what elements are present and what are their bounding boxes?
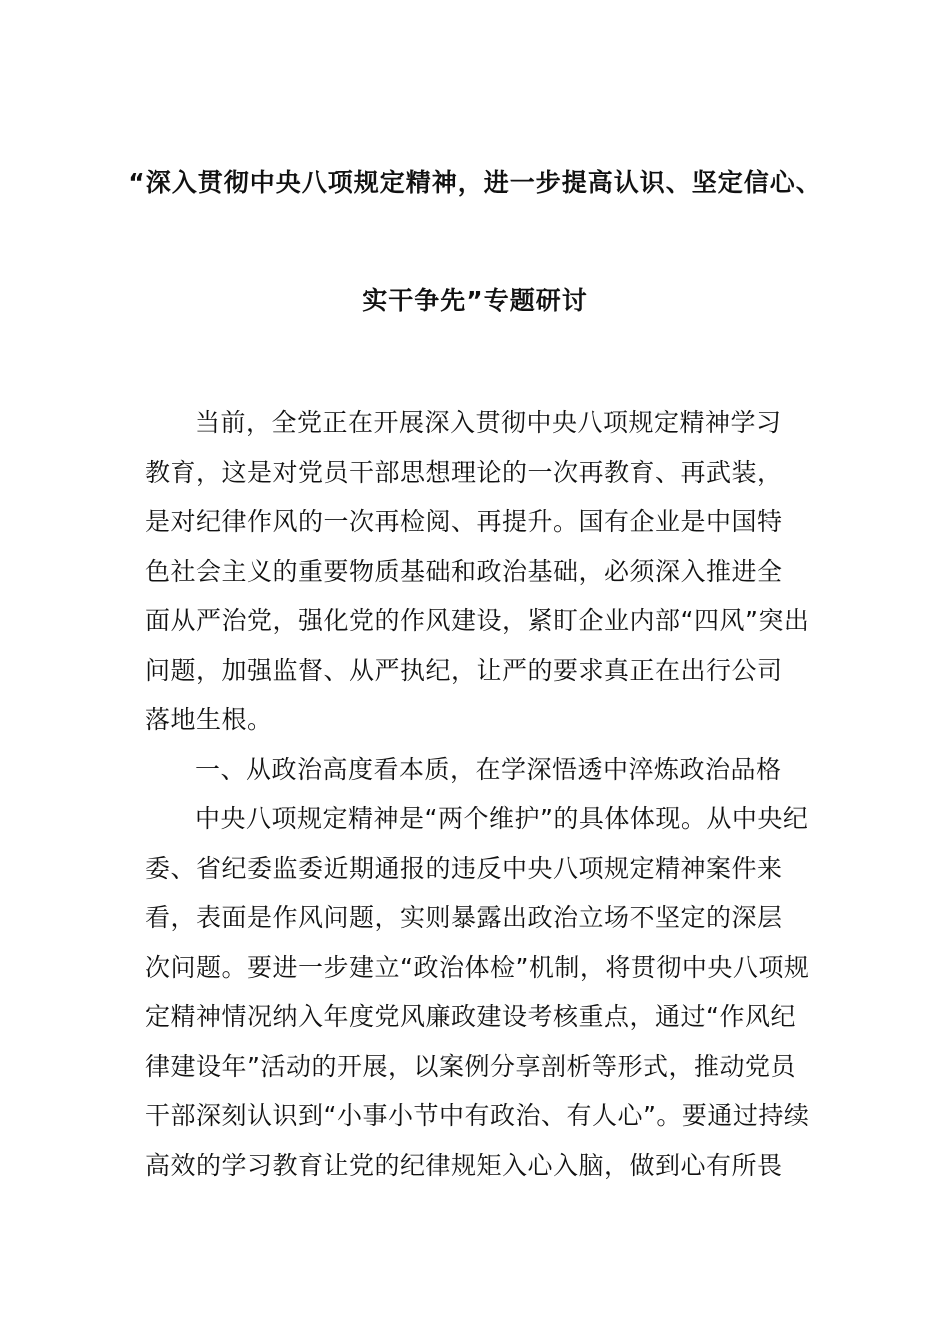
paragraph-2-line-5: 定精神情况纳入年度党风廉政建设考核重点，通过“作风纪 (145, 1002, 796, 1031)
document-title-line-2: 实干争先”专题研讨 (362, 286, 588, 315)
paragraph-2-line-7: 干部深刻认识到“小事小节中有政治、有人心”。要通过持续 (145, 1101, 810, 1130)
paragraph-2-line-2: 委、省纪委监委近期通报的违反中央八项规定精神案件来 (145, 853, 783, 883)
section-heading-1: 一、从政治高度看本质，在学深悟透中淬炼政治品格 (195, 754, 782, 784)
paragraph-2-line-8: 高效的学习教育让党的纪律规矩入心入脑，做到心有所畏 (145, 1150, 783, 1180)
paragraph-2-line-1: 中央八项规定精神是“两个维护”的具体体现。从中央纪 (195, 804, 809, 833)
paragraph-1-line-2: 教育，这是对党员干部思想理论的一次再教育、再武装， (145, 457, 783, 487)
document-title-line-1: “深入贯彻中央八项规定精神，进一步提高认识、坚定信心、 (128, 168, 822, 197)
paragraph-1-line-7: 落地生根。 (145, 705, 273, 734)
paragraph-2-line-3: 看，表面是作风问题，实则暴露出政治立场不坚定的深层 (145, 903, 783, 932)
paragraph-1-line-3: 是对纪律作风的一次再检阅、再提升。国有企业是中国特 (145, 507, 783, 536)
paragraph-1-line-6: 问题，加强监督、从严执纪，让严的要求真正在出行公司 (145, 655, 783, 685)
paragraph-1-line-4: 色社会主义的重要物质基础和政治基础，必须深入推进全 (145, 556, 783, 586)
paragraph-2-line-4: 次问题。要进一步建立“政治体检”机制，将贯彻中央八项规 (145, 952, 810, 982)
document-body (145, 398, 810, 1190)
paragraph-1-line-1: 当前，全党正在开展深入贯彻中央八项规定精神学习 (195, 408, 782, 437)
paragraph-1-line-5: 面从严治党，强化党的作风建设，紧盯企业内部“四风”突出 (145, 606, 810, 635)
paragraph-2-line-6: 律建设年”活动的开展，以案例分享剖析等形式，推动党员 (145, 1051, 796, 1081)
